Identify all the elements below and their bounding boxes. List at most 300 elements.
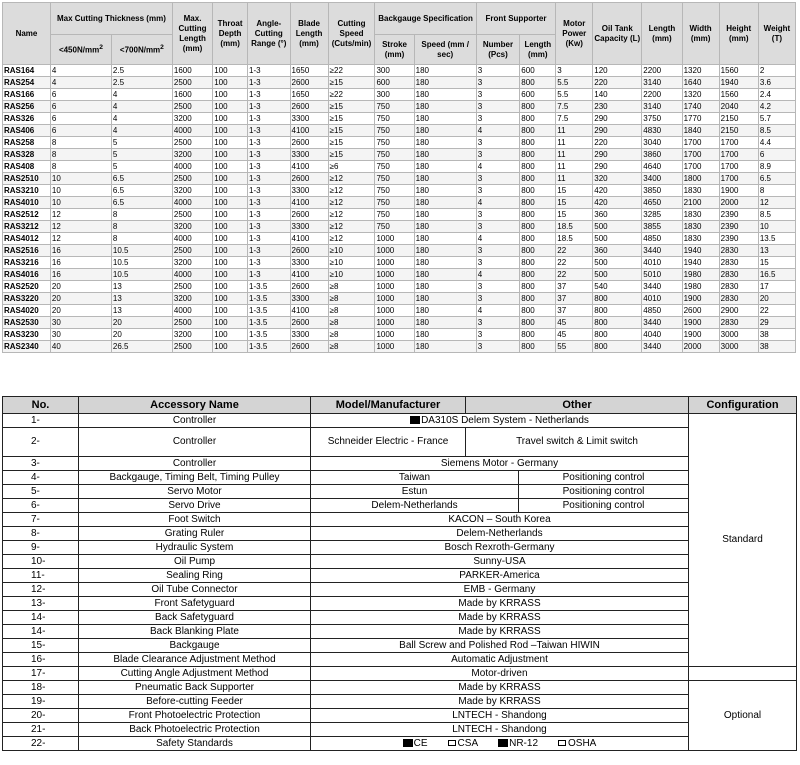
spec-cell: 3200 [172, 149, 212, 161]
spec-cell: 2500 [172, 137, 212, 149]
spec-cell: 600 [375, 77, 414, 89]
spec-cell: 4 [50, 77, 111, 89]
spec-cell: 2.4 [758, 89, 795, 101]
accessory-model [311, 695, 689, 709]
spec-cell: 4640 [642, 161, 682, 173]
spec-cell: 800 [520, 77, 556, 89]
spec-cell: 8 [50, 137, 111, 149]
spec-cell: 2500 [172, 101, 212, 113]
spec-cell: 1650 [290, 65, 328, 77]
accessory-model [311, 667, 689, 681]
spec-cell: 180 [414, 161, 476, 173]
spec-row [3, 125, 796, 137]
spec-cell: 180 [414, 233, 476, 245]
accessory-model-text: LNTECH - Shandong [452, 723, 547, 735]
col-backgauge: Backgauge Specification [375, 3, 476, 35]
spec-cell: 300 [375, 65, 414, 77]
spec-row [3, 137, 796, 149]
spec-cell: 800 [520, 341, 556, 353]
spec-cell: 2000 [719, 197, 758, 209]
spec-cell: 4 [111, 101, 172, 113]
spec-cell: 290 [593, 113, 642, 125]
spec-cell: 3 [476, 101, 520, 113]
spec-model-name: RAS166 [3, 89, 51, 101]
accessory-name: Controller [79, 414, 311, 428]
spec-cell: 800 [520, 293, 556, 305]
accessory-table-body [3, 414, 797, 751]
spec-cell: ≥12 [328, 185, 375, 197]
spec-cell: 1980 [682, 269, 719, 281]
spec-cell: 100 [213, 209, 248, 221]
spec-cell: 800 [593, 293, 642, 305]
spec-cell: 1-3.5 [248, 317, 290, 329]
accessory-name: Backgauge [79, 639, 311, 653]
spec-cell: 15 [556, 185, 593, 197]
spec-cell: 750 [375, 125, 414, 137]
spec-cell: 3400 [642, 173, 682, 185]
spec-cell: 3285 [642, 209, 682, 221]
spec-table-header [3, 3, 796, 65]
spec-cell: 6 [50, 101, 111, 113]
spec-cell: ≥12 [328, 197, 375, 209]
accessory-row [3, 457, 797, 471]
spec-cell: 180 [414, 113, 476, 125]
spec-cell: 16 [50, 257, 111, 269]
spec-cell: 4 [476, 197, 520, 209]
spec-cell: 5.5 [556, 89, 593, 101]
accessory-name: Safety Standards [79, 737, 311, 751]
spec-cell: 1000 [375, 317, 414, 329]
spec-cell: 40 [50, 341, 111, 353]
spec-cell: 1000 [375, 269, 414, 281]
spec-cell: 800 [520, 113, 556, 125]
spec-row [3, 185, 796, 197]
spec-cell: 3 [476, 257, 520, 269]
accessory-model [311, 527, 689, 541]
spec-cell: 180 [414, 209, 476, 221]
accessory-other: Travel switch & Limit switch [466, 428, 689, 457]
spec-row [3, 317, 796, 329]
accessory-model-text: KACON – South Korea [448, 513, 551, 525]
spec-cell: 3140 [642, 77, 682, 89]
spec-cell: 13 [758, 245, 795, 257]
spec-cell: 500 [593, 269, 642, 281]
spec-cell: 290 [593, 125, 642, 137]
accessory-name: Cutting Angle Adjustment Method [79, 667, 311, 681]
spec-cell: 1000 [375, 257, 414, 269]
spec-cell: 180 [414, 185, 476, 197]
accessory-row [3, 569, 797, 583]
spec-cell: 1000 [375, 329, 414, 341]
spec-cell: 3750 [642, 113, 682, 125]
spec-cell: 800 [520, 173, 556, 185]
col-height: Height (mm) [719, 3, 758, 65]
spec-cell: ≥6 [328, 161, 375, 173]
spec-cell: 2600 [682, 305, 719, 317]
standard-label: CSA [457, 737, 479, 749]
spec-cell: 100 [213, 257, 248, 269]
accessory-name: Front Safetyguard [79, 597, 311, 611]
spec-cell: 8.9 [758, 161, 795, 173]
spec-model-name: RAS406 [3, 125, 51, 137]
spec-cell: 30 [50, 317, 111, 329]
col-blade: Blade Length (mm) [290, 3, 328, 65]
accessory-model-text: Made by KRRASS [458, 625, 541, 637]
accessory-name: Front Photoelectric Protection [79, 709, 311, 723]
accessory-model-text: Siemens Motor - Germany [440, 457, 559, 469]
spec-cell: 15 [758, 257, 795, 269]
spec-cell: 1-3 [248, 65, 290, 77]
spec-cell: 16.5 [758, 269, 795, 281]
spec-cell: 2830 [719, 281, 758, 293]
spec-cell: ≥22 [328, 89, 375, 101]
spec-cell: 7.5 [556, 101, 593, 113]
spec-cell: 800 [520, 245, 556, 257]
spec-cell: 6 [758, 149, 795, 161]
spec-cell: 3440 [642, 281, 682, 293]
spec-cell: 11 [556, 149, 593, 161]
accessory-model [311, 709, 689, 723]
spec-cell: 2500 [172, 173, 212, 185]
spec-cell: 37 [556, 281, 593, 293]
spec-cell: 6.5 [111, 185, 172, 197]
accessory-no: 19- [3, 695, 79, 709]
standard-label: OSHA [568, 737, 597, 749]
spec-cell: 540 [593, 281, 642, 293]
spec-cell: 100 [213, 185, 248, 197]
spec-cell: 26.5 [111, 341, 172, 353]
spec-cell: 1000 [375, 305, 414, 317]
spec-cell: 2600 [290, 281, 328, 293]
accessory-model-text: Made by KRRASS [458, 695, 541, 707]
spec-cell: 800 [520, 101, 556, 113]
standard-item [448, 738, 479, 750]
spec-cell: 1900 [682, 329, 719, 341]
spec-model-name: RAS258 [3, 137, 51, 149]
spec-cell: 1-3 [248, 245, 290, 257]
spec-cell: 10.5 [111, 269, 172, 281]
spec-cell: 100 [213, 197, 248, 209]
spec-cell: 2500 [172, 77, 212, 89]
spec-cell: ≥12 [328, 209, 375, 221]
spec-cell: 2830 [719, 317, 758, 329]
accessory-model-text: Motor-driven [471, 667, 528, 679]
checkbox-filled-icon [403, 739, 413, 747]
spec-cell: 3 [476, 281, 520, 293]
spec-cell: 290 [593, 149, 642, 161]
accessory-model [311, 639, 689, 653]
spec-cell: 800 [520, 281, 556, 293]
spec-cell: 1320 [682, 89, 719, 101]
spec-cell: 2000 [682, 341, 719, 353]
accessory-row [3, 667, 797, 681]
spec-cell: 500 [593, 221, 642, 233]
spec-cell: 1650 [290, 89, 328, 101]
spec-cell: 3200 [172, 221, 212, 233]
accessory-row [3, 428, 797, 457]
spec-cell: 5 [111, 161, 172, 173]
accessory-no: 14- [3, 625, 79, 639]
spec-cell: 7.5 [556, 113, 593, 125]
spec-cell: 100 [213, 221, 248, 233]
spec-cell: 1940 [719, 77, 758, 89]
spec-cell: 3200 [172, 257, 212, 269]
spec-cell: 1-3 [248, 77, 290, 89]
spec-row [3, 197, 796, 209]
col-thick-450 [50, 35, 111, 65]
spec-cell: ≥8 [328, 341, 375, 353]
spec-cell: 3.6 [758, 77, 795, 89]
spec-cell: 100 [213, 245, 248, 257]
spec-cell: 800 [593, 305, 642, 317]
spec-cell: 3040 [642, 137, 682, 149]
accessory-other: Positioning control [519, 471, 689, 485]
spec-cell: 2150 [719, 125, 758, 137]
spec-cell: 2500 [172, 209, 212, 221]
spec-cell: 2830 [719, 257, 758, 269]
spec-cell: 1940 [682, 245, 719, 257]
accessory-no: 6- [3, 499, 79, 513]
accessory-no: 4- [3, 471, 79, 485]
accessory-model-text: Made by KRRASS [458, 611, 541, 623]
spec-cell: 180 [414, 65, 476, 77]
spec-cell: 1600 [172, 89, 212, 101]
spec-cell: 29 [758, 317, 795, 329]
col-max-thickness: Max Cutting Thickness (mm) [50, 3, 172, 35]
spec-cell: 16 [50, 269, 111, 281]
accessory-name: Sealing Ring [79, 569, 311, 583]
accessory-row [3, 681, 797, 695]
spec-row [3, 209, 796, 221]
spec-row [3, 329, 796, 341]
spec-cell: 3440 [642, 245, 682, 257]
accessory-other: Positioning control [519, 499, 689, 513]
accessory-name: Servo Motor [79, 485, 311, 499]
accessory-model [311, 583, 689, 597]
spec-cell: 11 [556, 125, 593, 137]
spec-cell: 3 [476, 77, 520, 89]
spec-cell: 1830 [682, 185, 719, 197]
spec-cell: 1320 [682, 65, 719, 77]
spec-cell: 100 [213, 173, 248, 185]
spec-cell: 4000 [172, 305, 212, 317]
spec-cell: ≥15 [328, 101, 375, 113]
spec-cell: 1900 [682, 293, 719, 305]
spec-cell: 4850 [642, 305, 682, 317]
accessory-no: 18- [3, 681, 79, 695]
spec-cell: 3300 [290, 221, 328, 233]
spec-cell: 2600 [290, 77, 328, 89]
spec-cell: 750 [375, 209, 414, 221]
spec-cell: ≥15 [328, 125, 375, 137]
spec-row [3, 173, 796, 185]
spec-cell: 6 [50, 89, 111, 101]
spec-cell: 5.5 [556, 77, 593, 89]
spec-cell: 800 [520, 257, 556, 269]
spec-cell: 13 [111, 293, 172, 305]
spec-cell: 15 [556, 197, 593, 209]
spec-cell: 3300 [290, 329, 328, 341]
col-weight: Weight (T) [758, 3, 795, 65]
spec-cell: 3 [476, 185, 520, 197]
standard-label: CE [413, 737, 428, 749]
spec-row [3, 221, 796, 233]
spec-cell: 1700 [719, 149, 758, 161]
spec-cell: 100 [213, 89, 248, 101]
spec-cell: 20 [50, 293, 111, 305]
spec-cell: 22 [556, 245, 593, 257]
spec-cell: 2040 [719, 101, 758, 113]
spec-cell: 1-3 [248, 209, 290, 221]
spec-cell: 800 [520, 269, 556, 281]
spec-model-name: RAS3230 [3, 329, 51, 341]
accessory-model [311, 597, 689, 611]
accessory-name: Servo Drive [79, 499, 311, 513]
accessory-no: 7- [3, 513, 79, 527]
accessory-row [3, 653, 797, 667]
accessory-model [311, 569, 689, 583]
spec-cell: 750 [375, 173, 414, 185]
spec-cell: 750 [375, 137, 414, 149]
spec-cell: 2600 [290, 173, 328, 185]
spec-cell: 4000 [172, 197, 212, 209]
col-fs-length: Length (mm) [520, 35, 556, 65]
spec-cell: 3300 [290, 185, 328, 197]
spec-model-name: RAS408 [3, 161, 51, 173]
spec-cell: 6.5 [758, 173, 795, 185]
accessory-model-text: Delem-Netherlands [456, 527, 543, 539]
accessory-model-text: Made by KRRASS [458, 597, 541, 609]
acc-col-no: No. [3, 397, 79, 414]
spec-cell: 800 [520, 317, 556, 329]
accessory-row [3, 723, 797, 737]
accessory-table [2, 396, 797, 751]
spec-cell: 3440 [642, 317, 682, 329]
spec-cell: 4100 [290, 125, 328, 137]
accessory-name: Back Safetyguard [79, 611, 311, 625]
spec-row [3, 305, 796, 317]
accessory-no: 12- [3, 583, 79, 597]
col-length: Length (mm) [642, 3, 682, 65]
accessory-name: Oil Pump [79, 555, 311, 569]
col-name: Name [3, 3, 51, 65]
spec-row [3, 161, 796, 173]
accessory-no: 1- [3, 414, 79, 428]
spec-cell: 18.5 [556, 221, 593, 233]
accessory-name: Backgauge, Timing Belt, Timing Pulley [79, 471, 311, 485]
accessory-row [3, 639, 797, 653]
accessory-no: 10- [3, 555, 79, 569]
spec-model-name: RAS2512 [3, 209, 51, 221]
spec-cell: 4 [111, 113, 172, 125]
col-width: Width (mm) [682, 3, 719, 65]
spec-cell: 12 [50, 233, 111, 245]
spec-cell: 750 [375, 197, 414, 209]
spec-cell: 30 [50, 329, 111, 341]
standard-item [403, 738, 428, 750]
accessory-no: 11- [3, 569, 79, 583]
spec-cell: 3 [556, 65, 593, 77]
spec-cell: 100 [213, 293, 248, 305]
spec-cell: 3300 [290, 257, 328, 269]
spec-model-name: RAS254 [3, 77, 51, 89]
spec-cell: 1770 [682, 113, 719, 125]
accessory-row [3, 513, 797, 527]
spec-cell: 300 [375, 89, 414, 101]
accessory-name: Pneumatic Back Supporter [79, 681, 311, 695]
safety-standards-cell [311, 737, 689, 751]
spec-cell: 180 [414, 305, 476, 317]
spec-cell: 2200 [642, 65, 682, 77]
spec-cell: 10 [50, 173, 111, 185]
spec-cell: ≥15 [328, 149, 375, 161]
spec-cell: 100 [213, 269, 248, 281]
spec-cell: 3 [476, 341, 520, 353]
spec-cell: ≥22 [328, 65, 375, 77]
spec-cell: 3 [476, 137, 520, 149]
spec-cell: 1-3 [248, 149, 290, 161]
spec-cell: 4 [476, 305, 520, 317]
spec-cell: 3200 [172, 113, 212, 125]
spec-model-name: RAS4012 [3, 233, 51, 245]
spec-cell: 3300 [290, 293, 328, 305]
accessory-row [3, 541, 797, 555]
spec-cell: 2600 [290, 341, 328, 353]
spec-cell: ≥15 [328, 137, 375, 149]
spec-cell: 1840 [682, 125, 719, 137]
spec-cell: 600 [520, 65, 556, 77]
spec-cell: 800 [520, 125, 556, 137]
spec-cell: 1830 [682, 221, 719, 233]
spec-cell: 1700 [682, 137, 719, 149]
spec-cell: 4040 [642, 329, 682, 341]
checkbox-filled-icon [498, 739, 508, 747]
spec-cell: 420 [593, 185, 642, 197]
spec-cell: 4100 [290, 161, 328, 173]
spec-cell: ≥12 [328, 173, 375, 185]
spec-cell: 2600 [290, 317, 328, 329]
spec-table-body [3, 65, 796, 353]
col-number: Number (Pcs) [476, 35, 520, 65]
spec-cell: 1000 [375, 341, 414, 353]
spec-cell: 1640 [682, 77, 719, 89]
spec-cell: 1600 [172, 65, 212, 77]
spec-cell: 500 [593, 233, 642, 245]
spec-cell: 12 [50, 209, 111, 221]
accessory-row [3, 597, 797, 611]
spec-cell: 22 [556, 257, 593, 269]
spec-row [3, 341, 796, 353]
spec-model-name: RAS256 [3, 101, 51, 113]
spec-cell: 1700 [719, 173, 758, 185]
thick-450-sup: 2 [99, 44, 103, 52]
spec-cell: 1700 [719, 161, 758, 173]
spec-cell: 750 [375, 221, 414, 233]
spec-cell: 100 [213, 281, 248, 293]
spec-cell: 22 [758, 305, 795, 317]
accessory-name: Back Photoelectric Protection [79, 723, 311, 737]
spec-cell: ≥12 [328, 221, 375, 233]
spec-cell: 100 [213, 113, 248, 125]
spec-row [3, 245, 796, 257]
spec-cell: 100 [213, 341, 248, 353]
spec-cell: 800 [520, 197, 556, 209]
accessory-model-text: Ball Screw and Polished Rod –Taiwan HIWIN [399, 639, 600, 651]
accessory-no: 14- [3, 611, 79, 625]
spec-cell: 38 [758, 341, 795, 353]
spec-cell: 12 [758, 197, 795, 209]
spec-cell: 4000 [172, 233, 212, 245]
